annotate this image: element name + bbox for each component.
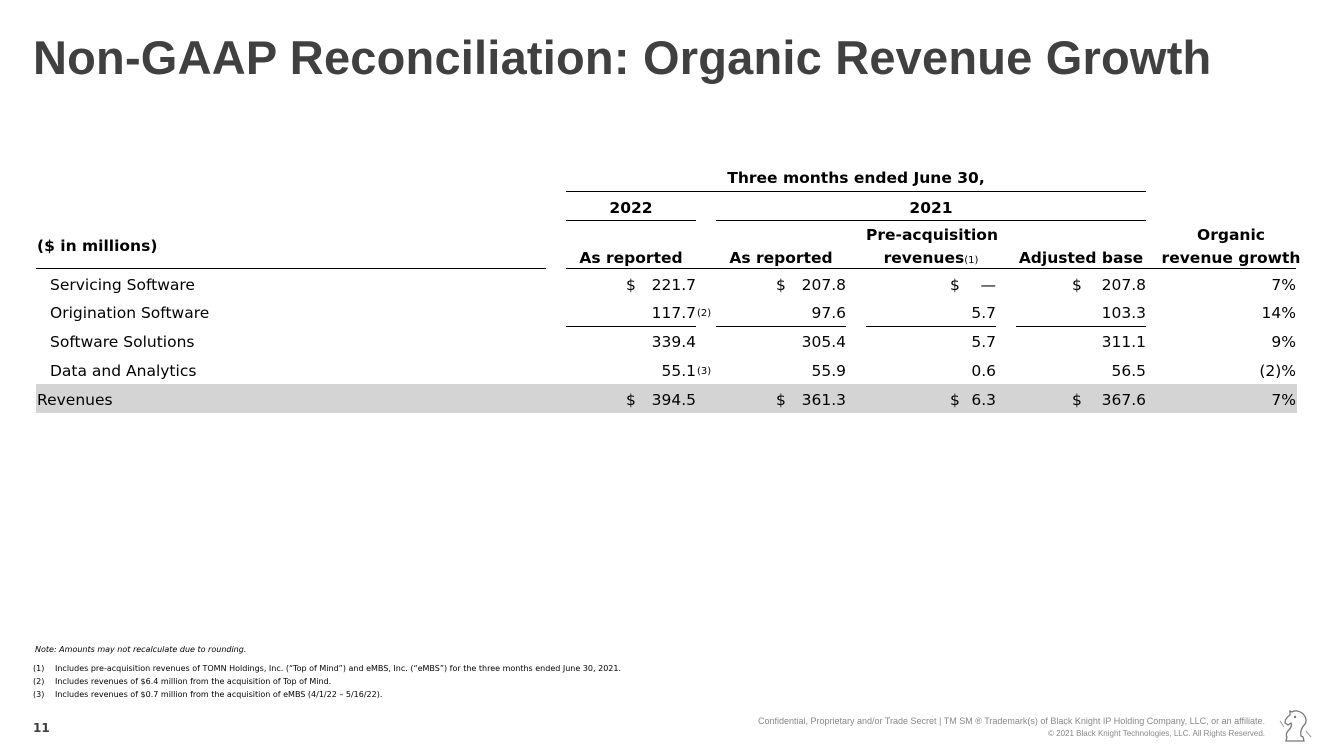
value-pre-acquisition: 5.7 (971, 304, 996, 322)
value-organic-growth: 9% (1271, 333, 1296, 351)
col-as-reported-2022: As reported (579, 249, 683, 267)
value-2021: 55.9 (811, 362, 846, 380)
col-pre-acquisition-line1: Pre-acquisition (866, 226, 998, 244)
value-2021: 305.4 (801, 333, 846, 351)
footnote-2 (33, 677, 331, 686)
rounding-note: Note: Amounts may not recalculate due to rounding. (35, 645, 247, 654)
year-2021-rule (716, 220, 1146, 221)
footnote-number: (1) (33, 664, 45, 673)
dollar-pre-acquisition: $ (950, 391, 960, 409)
footnote-ref: (3) (697, 366, 712, 377)
footnote-ref: (2) (697, 308, 712, 319)
value-pre-acquisition: 0.6 (971, 362, 996, 380)
subtotal-rule-2022 (566, 326, 696, 327)
value-2021: 207.8 (801, 276, 846, 294)
dollar-adjusted-base: $ (1072, 276, 1082, 294)
footnote-1 (33, 664, 621, 673)
subtotal-rule-adj (1016, 326, 1146, 327)
footnote-number: (3) (33, 690, 45, 699)
row-label: Revenues (37, 391, 113, 409)
value-2021: 361.3 (801, 391, 846, 409)
dollar-2022: $ (626, 276, 636, 294)
page-title: Non-GAAP Reconciliation: Organic Revenue Growth (33, 31, 1212, 84)
dollar-pre-acquisition: $ (950, 276, 960, 294)
value-adjusted-base: 56.5 (1111, 362, 1146, 380)
value-2021: 97.6 (811, 304, 846, 322)
year-2021-header: 2021 (909, 199, 953, 217)
value-organic-growth: (2)% (1259, 362, 1296, 380)
value-2022: 55.1 (661, 362, 696, 380)
footnote-number: (2) (33, 677, 45, 686)
units-label: ($ in millions) (37, 237, 158, 255)
copyright-notice: © 2021 Black Knight Technologies, LLC. All Rights Reserved. (1048, 729, 1265, 738)
row-label: Servicing Software (50, 276, 195, 294)
footnote-text: Includes pre-acquisition revenues of TOMN Holdings, Inc. (“Top of Mind”) and eMBS, Inc. (“eMBS”) for the three months ended June 30, 2021. (55, 664, 621, 673)
value-adjusted-base: 103.3 (1101, 304, 1146, 322)
row-label: Software Solutions (50, 333, 195, 351)
value-organic-growth: 7% (1271, 276, 1296, 294)
footnote-ref-1: (1) (964, 255, 979, 266)
knight-chess-piece-icon (1276, 707, 1314, 745)
value-2022: 339.4 (651, 333, 696, 351)
confidential-notice: Confidential, Proprietary and/or Trade Secret | TM SM ® Trademark(s) of Black Knight IP Holding Company, LLC, or an affiliate. (757, 716, 1265, 726)
header-rule-values (566, 268, 1296, 269)
value-organic-growth: 7% (1271, 391, 1296, 409)
value-organic-growth: 14% (1261, 304, 1296, 322)
period-rule (566, 191, 1146, 192)
value-2022: 394.5 (651, 391, 696, 409)
header-rule-label (36, 268, 546, 269)
col-pre-acquisition-line2: revenues(1) (883, 249, 979, 267)
value-2022: 117.7 (651, 304, 696, 322)
value-adjusted-base: 207.8 (1101, 276, 1146, 294)
value-adjusted-base: 311.1 (1101, 333, 1146, 351)
period-header: Three months ended June 30, (727, 169, 985, 187)
col-as-reported-2021: As reported (729, 249, 833, 267)
dollar-2021: $ (776, 391, 786, 409)
subtotal-rule-pre (866, 326, 996, 327)
dollar-2022: $ (626, 391, 636, 409)
row-label: Data and Analytics (50, 362, 197, 380)
value-adjusted-base: 367.6 (1101, 391, 1146, 409)
year-2022-header: 2022 (609, 199, 653, 217)
col-organic-line2: revenue growth (1161, 249, 1301, 267)
dollar-adjusted-base: $ (1072, 391, 1082, 409)
year-2022-rule (566, 220, 696, 221)
dollar-2021: $ (776, 276, 786, 294)
value-pre-acquisition: 6.3 (971, 391, 996, 409)
page-number: 11 (33, 721, 50, 735)
col-organic-line1: Organic (1197, 226, 1265, 244)
subtotal-rule-2021 (716, 326, 846, 327)
footnote-text: Includes revenues of $6.4 million from the acquisition of Top of Mind. (55, 677, 332, 686)
footnote-3 (33, 690, 382, 699)
value-pre-acquisition: 5.7 (971, 333, 996, 351)
value-pre-acquisition: — (980, 276, 996, 294)
value-2022: 221.7 (651, 276, 696, 294)
footnote-text: Includes revenues of $0.7 million from the acquisition of eMBS (4/1/22 – 5/16/22). (55, 690, 383, 699)
row-label: Origination Software (50, 304, 210, 322)
col-adjusted-base: Adjusted base (1018, 249, 1144, 267)
